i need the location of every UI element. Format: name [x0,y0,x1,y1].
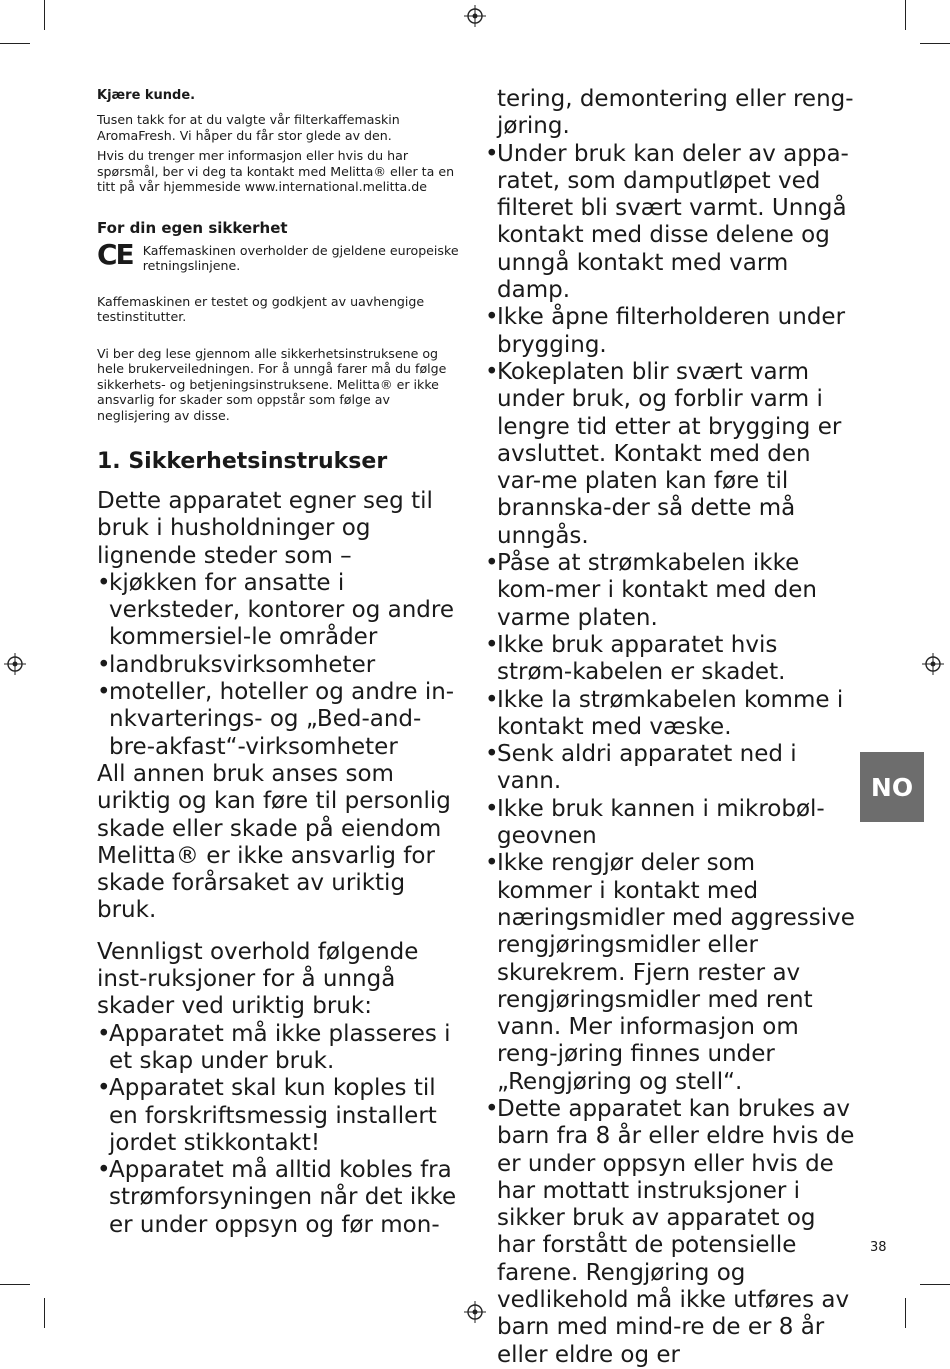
registration-mark-left-icon [4,653,26,675]
ce-notice [97,237,465,274]
list-item: • Ikke bruk apparatet hvis strøm-kabelen er skadet. [485,632,857,687]
thanks-paragraph: Tusen takk for at du valgte vår filterkaffemaskin AromaFresh. Vi håper du får stor glede av den. [97,112,400,143]
registration-mark-bottom-icon [464,1301,486,1323]
greeting: Kjære kunde. [97,88,196,103]
list-item: • Under bruk kan deler av appa-ratet, som damputløpet ved filteret bli svært varmt. Unngå kontakt med disse delene og unngå kontakt med varm damp. [485,141,857,305]
left-column [97,88,465,1239]
list-item: • Ikke åpne filterholderen under brygging. [485,304,857,359]
page-number: 38 [870,1240,887,1255]
crop-mark-bottom-right-h [920,1284,950,1285]
list-item: • Dette apparatet kan brukes av barn fra 8 år eller eldre hvis de er under oppsyn eller hvis de har mottatt instruksjoner i sikker bruk av apparatet og har forstått de potensielle farene. Rengjøring og vedlikehold må ikke utføres av barn med mind-re de er 8 år eller eldre og er [485,1096,857,1369]
list-item: • Ikke bruk kannen i mikrobøl-geovnen [485,796,857,851]
ce-mark-icon: CE [97,237,133,271]
crop-mark-top-right-h [920,43,950,44]
safety-heading: For din egen sikkerhet [97,218,288,237]
crop-mark-bottom-left-h [0,1284,30,1285]
observe-paragraph: Vennligst overhold følgende inst-ruksjoner for å unngå skader ved uriktig bruk: [97,938,419,1020]
ce-notice-text: Kaffemaskinen overholder de gjeldene europeiske retningslinjene. [142,242,459,273]
crop-mark-top-right-v [905,0,906,30]
list-item: • Apparatet må alltid kobles fra strømforsyningen når det ikke er under oppsyn og før mon- [97,1157,465,1239]
section-title: 1. Sikkerhetsinstrukser [97,449,388,474]
list-item: • Apparatet skal kun koples til en forskriftsmessig installert jordet stikkontakt! [97,1075,465,1157]
crop-mark-top-left-h [0,43,30,44]
list-item: • moteller, hoteller og andre in-nkvarterings- og „Bed-and-bre-akfast“-virksomheter [97,679,465,761]
contact-paragraph: Hvis du trenger mer informasjon eller hvis du har spørsmål, ber vi deg ta kontakt med Melitta® eller ta en titt på vår hjemmeside www.international.melitta.de [97,148,455,194]
rules-list-right [485,141,857,1369]
other-use-paragraph: All annen bruk anses som uriktig og kan føre til personlig skade eller skade på eiendom Melitta® er ikke ansvarlig for skade forårsaket av uriktig bruk. [97,760,451,924]
list-item: • kjøkken for ansatte i verksteder, kontorer og andre kommersiel-le områder [97,570,465,652]
right-column [485,86,857,1369]
tested-paragraph: Kaffemaskinen er testet og godkjent av uavhengige testinstitutter. [97,293,425,324]
crop-mark-bottom-right-v [905,1298,906,1328]
rules-list-left [97,1021,465,1239]
language-tab: NO [860,752,924,822]
read-instructions-paragraph: Vi ber deg lese gjennom alle sikkerhetsinstruksene og hele brukerveiledningen. For å unngå farer må du følge sikkerhets- og betjeningsinstruksene. Melitta® er ikke ansvarlig for skader som oppstår som følge av neglisjering av disse. [97,345,447,423]
registration-mark-top-icon [464,5,486,27]
crop-mark-bottom-left-v [44,1298,45,1328]
list-item: • Ikke rengjør deler som kommer i kontakt med næringsmidler med aggressive rengjøringsmidler eller skurekrem. Fjern rester av rengjøringsmidler med rent vann. Mer informasjon om reng-jøring finnes under „Rengjøring og stell“. [485,850,857,1096]
crop-mark-top-left-v [44,0,45,30]
list-item: • Ikke la strømkabelen komme i kontakt med væske. [485,687,857,742]
list-item: • landbruksvirksomheter [97,652,465,679]
list-item: • Senk aldri apparatet ned i vann. [485,741,857,796]
list-item: • Apparatet må ikke plasseres i et skap under bruk. [97,1021,465,1076]
intended-use-intro: Dette apparatet egner seg til bruk i husholdninger og lignende steder som – [97,488,433,569]
list-item: • Kokeplaten blir svært varm under bruk, og forblir varm i lengre tid etter at brygging er avsluttet. Kontakt med den var-me platen kan føre til brannska-der så dette må unngås. [485,359,857,550]
intended-use-list [97,570,465,761]
registration-mark-right-icon [922,653,944,675]
list-item: • Påse at strømkabelen ikke kom-mer i kontakt med den varme platen. [485,550,857,632]
continuation-text: tering, demontering eller reng-jøring. [497,86,854,140]
